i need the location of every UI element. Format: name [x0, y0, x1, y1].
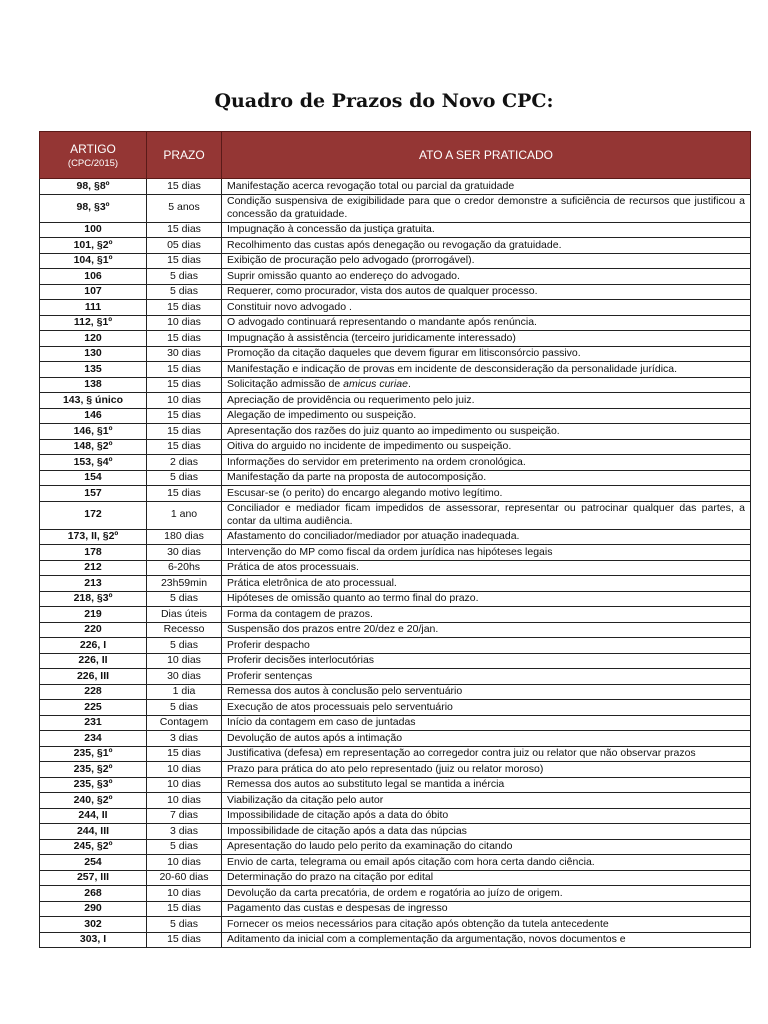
table-row	[40, 886, 751, 902]
cell-artigo: 153, §4º	[40, 455, 147, 471]
cell-prazo: 6-20hs	[147, 560, 222, 576]
cell-artigo: 98, §3º	[40, 194, 147, 222]
column-header-artigo	[40, 132, 147, 179]
table-row	[40, 501, 751, 529]
table-row	[40, 576, 751, 592]
cell-prazo: 5 dias	[147, 269, 222, 285]
cell-prazo: 15 dias	[147, 377, 222, 393]
cell-artigo: 173, II, §2º	[40, 529, 147, 545]
cell-ato: Apresentação dos razões do juiz quanto ao impedimento ou suspeição.	[222, 424, 751, 440]
cell-ato: O advogado continuará representando o mandante após renúncia.	[222, 315, 751, 331]
cell-artigo: 98, §8º	[40, 179, 147, 195]
cell-prazo: 5 anos	[147, 194, 222, 222]
cell-prazo: 10 dias	[147, 777, 222, 793]
cell-artigo: 172	[40, 501, 147, 529]
artigo-header-sublabel: (CPC/2015)	[67, 157, 119, 169]
cell-ato: Proferir decisões interlocutórias	[222, 653, 751, 669]
cell-artigo: 111	[40, 300, 147, 316]
cell-ato: Impossibilidade de citação após a data das núpcias	[222, 824, 751, 840]
table-row	[40, 393, 751, 409]
cell-artigo: 143, § único	[40, 393, 147, 409]
cell-ato: Aditamento da inicial com a complementação da argumentação, novos documentos e	[222, 932, 751, 948]
cell-prazo: Recesso	[147, 622, 222, 638]
cell-artigo: 146, §1º	[40, 424, 147, 440]
table-row	[40, 715, 751, 731]
table-row	[40, 839, 751, 855]
table-row	[40, 870, 751, 886]
cell-ato: Fornecer os meios necessários para citação após obtenção da tutela antecedente	[222, 917, 751, 933]
cell-artigo: 112, §1º	[40, 315, 147, 331]
cell-ato: Hipóteses de omissão quanto ao termo final do prazo.	[222, 591, 751, 607]
cell-artigo: 101, §2º	[40, 238, 147, 254]
cell-ato: Devolução de autos após a intimação	[222, 731, 751, 747]
cell-ato: Remessa dos autos ao substituto legal se mantida a inércia	[222, 777, 751, 793]
cell-ato: Informações do servidor em preterimento na ordem cronológica.	[222, 455, 751, 471]
cell-artigo: 178	[40, 545, 147, 561]
cell-ato: Apreciação de providência ou requerimento pelo juiz.	[222, 393, 751, 409]
cell-prazo: 10 dias	[147, 793, 222, 809]
cell-ato: Escusar-se (o perito) do encargo alegando motivo legítimo.	[222, 486, 751, 502]
table-row	[40, 362, 751, 378]
cell-ato: Manifestação da parte na proposta de autocomposição.	[222, 470, 751, 486]
cell-ato: Oitiva do arguido no incidente de impedimento ou suspeição.	[222, 439, 751, 455]
cell-prazo: 15 dias	[147, 424, 222, 440]
cell-ato: Envio de carta, telegrama ou email após citação com hora certa dando ciência.	[222, 855, 751, 871]
cell-ato: Suprir omissão quanto ao endereço do advogado.	[222, 269, 751, 285]
table-row	[40, 653, 751, 669]
cell-artigo: 231	[40, 715, 147, 731]
cell-ato: Prática eletrônica de ato processual.	[222, 576, 751, 592]
cell-ato-italic: amicus curiae	[343, 378, 408, 390]
table-row	[40, 700, 751, 716]
table-row	[40, 284, 751, 300]
cell-prazo: 3 dias	[147, 824, 222, 840]
cell-artigo: 290	[40, 901, 147, 917]
table-row	[40, 622, 751, 638]
cell-prazo: 15 dias	[147, 932, 222, 948]
cell-ato: Proferir sentenças	[222, 669, 751, 685]
cell-ato: Prática de atos processuais.	[222, 560, 751, 576]
cell-ato: Forma da contagem de prazos.	[222, 607, 751, 623]
artigo-header-label: ARTIGO	[70, 141, 116, 156]
cell-prazo: 7 dias	[147, 808, 222, 824]
cell-ato: Proferir despacho	[222, 638, 751, 654]
cell-ato: Prazo para prática do ato pelo representado (juiz ou relator moroso)	[222, 762, 751, 778]
cell-artigo: 240, §2º	[40, 793, 147, 809]
cell-prazo: 15 dias	[147, 222, 222, 238]
cell-prazo: 10 dias	[147, 762, 222, 778]
cell-prazo: 20-60 dias	[147, 870, 222, 886]
cell-prazo: 15 dias	[147, 901, 222, 917]
table-row	[40, 222, 751, 238]
table-row	[40, 194, 751, 222]
table-row	[40, 331, 751, 347]
table-row	[40, 253, 751, 269]
cell-prazo: 15 dias	[147, 253, 222, 269]
cell-artigo: 225	[40, 700, 147, 716]
cell-artigo: 220	[40, 622, 147, 638]
cell-prazo: 180 dias	[147, 529, 222, 545]
table-row	[40, 439, 751, 455]
cell-artigo: 244, II	[40, 808, 147, 824]
cell-prazo: 10 dias	[147, 886, 222, 902]
table-row	[40, 560, 751, 576]
cell-ato: Justificativa (defesa) em representação ao corregedor contra juiz ou relator que não observar prazos	[222, 746, 751, 762]
cell-prazo: 5 dias	[147, 700, 222, 716]
cell-artigo: 228	[40, 684, 147, 700]
cell-artigo: 154	[40, 470, 147, 486]
table-row	[40, 424, 751, 440]
cell-prazo: 15 dias	[147, 362, 222, 378]
page-title: Quadro de Prazos do Novo CPC:	[214, 90, 554, 112]
cell-ato: Impugnação à assistência (terceiro juridicamente interessado)	[222, 331, 751, 347]
cell-artigo: 212	[40, 560, 147, 576]
table-row	[40, 315, 751, 331]
cell-artigo: 107	[40, 284, 147, 300]
table-row	[40, 777, 751, 793]
table-row	[40, 669, 751, 685]
cell-ato: Promoção da citação daqueles que devem figurar em litisconsórcio passivo.	[222, 346, 751, 362]
cell-artigo: 213	[40, 576, 147, 592]
cell-ato-text: Solicitação admissão de	[227, 378, 344, 390]
cell-artigo: 120	[40, 331, 147, 347]
cell-prazo: 15 dias	[147, 746, 222, 762]
cell-prazo: 10 dias	[147, 855, 222, 871]
cell-ato: Apresentação do laudo pelo perito da examinação do citando	[222, 839, 751, 855]
cell-ato: Recolhimento das custas após denegação ou revogação da gratuidade.	[222, 238, 751, 254]
cell-ato: Devolução da carta precatória, de ordem e rogatória ao juízo de origem.	[222, 886, 751, 902]
cell-artigo: 244, III	[40, 824, 147, 840]
cell-artigo: 135	[40, 362, 147, 378]
cell-prazo: 30 dias	[147, 669, 222, 685]
table-row	[40, 932, 751, 948]
cell-prazo: 5 dias	[147, 470, 222, 486]
cell-prazo: 5 dias	[147, 917, 222, 933]
table-row	[40, 855, 751, 871]
cell-prazo: 15 dias	[147, 486, 222, 502]
table-row	[40, 545, 751, 561]
cell-artigo: 226, I	[40, 638, 147, 654]
cell-ato: Exibição de procuração pelo advogado (prorrogável).	[222, 253, 751, 269]
cell-artigo: 234	[40, 731, 147, 747]
table-row	[40, 269, 751, 285]
cell-ato: Requerer, como procurador, vista dos autos de qualquer processo.	[222, 284, 751, 300]
table-row	[40, 408, 751, 424]
cell-ato	[222, 377, 751, 393]
cell-ato: Execução de atos processuais pelo serventuário	[222, 700, 751, 716]
cell-ato: Afastamento do conciliador/mediador por atuação inadequada.	[222, 529, 751, 545]
cell-artigo: 218, §3º	[40, 591, 147, 607]
cell-artigo: 235, §1º	[40, 746, 147, 762]
cell-artigo: 157	[40, 486, 147, 502]
table-row	[40, 591, 751, 607]
cell-artigo: 245, §2º	[40, 839, 147, 855]
table-row	[40, 377, 751, 393]
cell-artigo: 138	[40, 377, 147, 393]
table-row	[40, 746, 751, 762]
cell-artigo: 257, III	[40, 870, 147, 886]
cell-artigo: 100	[40, 222, 147, 238]
cell-ato: Alegação de impedimento ou suspeição.	[222, 408, 751, 424]
cell-ato: Constituir novo advogado .	[222, 300, 751, 316]
table-row	[40, 762, 751, 778]
cell-artigo: 146	[40, 408, 147, 424]
cell-ato: Impossibilidade de citação após a data do óbito	[222, 808, 751, 824]
cell-prazo: 5 dias	[147, 638, 222, 654]
cell-prazo: 05 dias	[147, 238, 222, 254]
cell-prazo: 1 ano	[147, 501, 222, 529]
cell-prazo: 3 dias	[147, 731, 222, 747]
cell-artigo: 148, §2º	[40, 439, 147, 455]
cell-artigo: 219	[40, 607, 147, 623]
table-row	[40, 346, 751, 362]
cell-artigo: 106	[40, 269, 147, 285]
table-header-row	[40, 132, 751, 179]
table-row	[40, 179, 751, 195]
cell-prazo: 10 dias	[147, 393, 222, 409]
cell-artigo: 104, §1º	[40, 253, 147, 269]
cell-ato: Remessa dos autos à conclusão pelo serventuário	[222, 684, 751, 700]
table-row	[40, 793, 751, 809]
table-row	[40, 300, 751, 316]
cell-prazo: Dias úteis	[147, 607, 222, 623]
table-row	[40, 731, 751, 747]
cell-ato: Manifestação acerca revogação total ou parcial da gratuidade	[222, 179, 751, 195]
cell-prazo: 23h59min	[147, 576, 222, 592]
cell-prazo: 15 dias	[147, 179, 222, 195]
table-row	[40, 529, 751, 545]
deadlines-table	[39, 131, 751, 948]
cell-artigo: 226, III	[40, 669, 147, 685]
cell-ato: Determinação do prazo na citação por edital	[222, 870, 751, 886]
cell-ato: Suspensão dos prazos entre 20/dez e 20/jan.	[222, 622, 751, 638]
cell-prazo: 5 dias	[147, 284, 222, 300]
table-row	[40, 684, 751, 700]
cell-ato: Início da contagem em caso de juntadas	[222, 715, 751, 731]
column-header-ato: ATO A SER PRATICADO	[222, 132, 751, 179]
cell-prazo: 5 dias	[147, 591, 222, 607]
cell-prazo: 10 dias	[147, 653, 222, 669]
cell-artigo: 235, §3º	[40, 777, 147, 793]
cell-artigo: 130	[40, 346, 147, 362]
cell-artigo: 303, I	[40, 932, 147, 948]
cell-prazo: 15 dias	[147, 331, 222, 347]
cell-artigo: 226, II	[40, 653, 147, 669]
cell-prazo: 1 dia	[147, 684, 222, 700]
cell-prazo: Contagem	[147, 715, 222, 731]
cell-artigo: 235, §2º	[40, 762, 147, 778]
column-header-prazo: PRAZO	[147, 132, 222, 179]
cell-ato: Intervenção do MP como fiscal da ordem jurídica nas hipóteses legais	[222, 545, 751, 561]
cell-ato: Condição suspensiva de exigibilidade para que o credor demonstre a suficiência de recursos que justificou a concessão da gratuidade.	[222, 194, 751, 222]
cell-ato: Viabilização da citação pelo autor	[222, 793, 751, 809]
table-row	[40, 238, 751, 254]
cell-ato-suffix: .	[407, 378, 411, 390]
table-row	[40, 486, 751, 502]
cell-prazo: 30 dias	[147, 545, 222, 561]
cell-prazo: 5 dias	[147, 839, 222, 855]
table-row	[40, 455, 751, 471]
cell-prazo: 10 dias	[147, 315, 222, 331]
cell-artigo: 254	[40, 855, 147, 871]
cell-artigo: 302	[40, 917, 147, 933]
cell-prazo: 15 dias	[147, 300, 222, 316]
table-row	[40, 824, 751, 840]
cell-prazo: 15 dias	[147, 408, 222, 424]
table-row	[40, 638, 751, 654]
table-row	[40, 470, 751, 486]
cell-artigo: 268	[40, 886, 147, 902]
cell-prazo: 2 dias	[147, 455, 222, 471]
cell-ato: Impugnação à concessão da justiça gratuita.	[222, 222, 751, 238]
table-row	[40, 917, 751, 933]
cell-ato: Manifestação e indicação de provas em incidente de desconsideração da personalidade jurídica.	[222, 362, 751, 378]
table-row	[40, 901, 751, 917]
cell-ato: Pagamento das custas e despesas de ingresso	[222, 901, 751, 917]
cell-prazo: 15 dias	[147, 439, 222, 455]
table-row	[40, 607, 751, 623]
table-row	[40, 808, 751, 824]
cell-ato: Conciliador e mediador ficam impedidos de assessorar, representar ou patrocinar qualquer das partes, a contar da ultima audiência.	[222, 501, 751, 529]
cell-prazo: 30 dias	[147, 346, 222, 362]
